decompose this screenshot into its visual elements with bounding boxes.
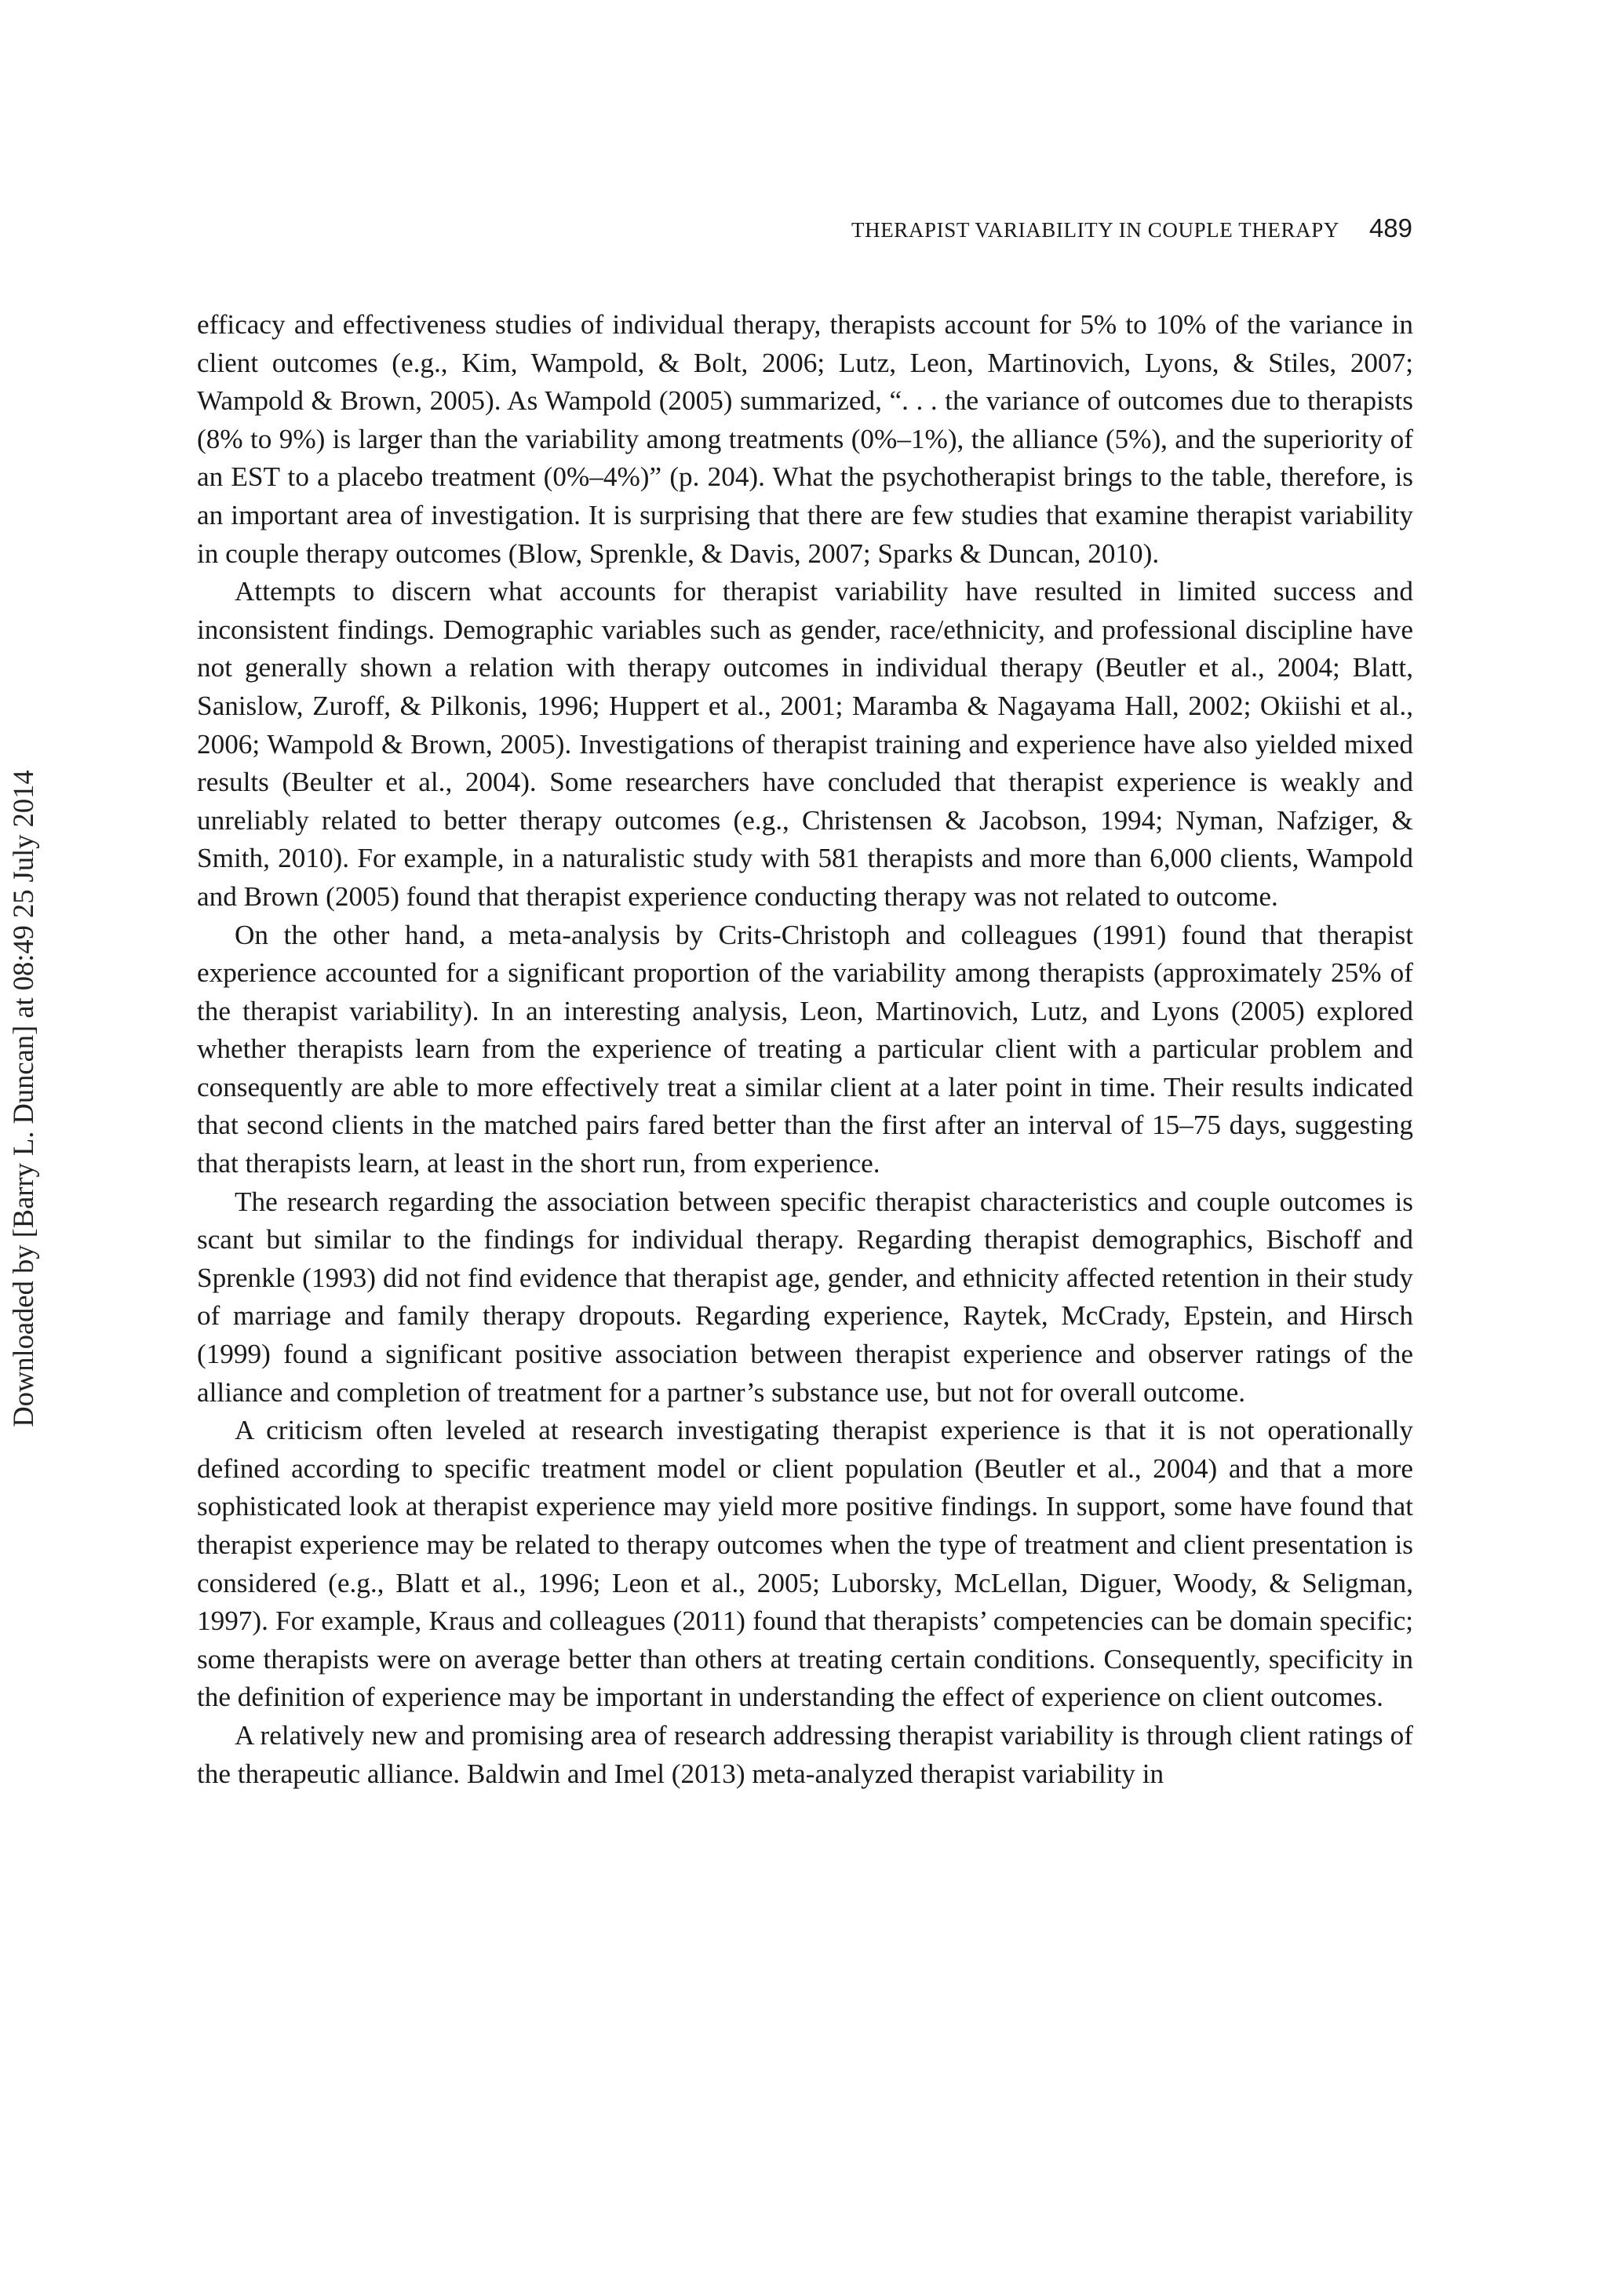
running-head	[745, 213, 1412, 245]
page-number: 489	[1368, 213, 1412, 242]
paragraph-6: A relatively new and promising area of research addressing therapist variability is through client ratings of the therapeutic alliance. Baldwin and Imel (2013) meta-analyzed therapist variability in	[197, 1719, 1413, 1789]
paragraph-4: The research regarding the association between specific therapist characteristics and couple outcomes is scant but similar to the findings for individual therapy. Regarding therapist demographics, Bischoff and Sprenkle (1993) did not find evidence that therapist age, gender, and ethnicity affected retention in their study of marriage and family therapy dropouts. Regarding experience, Raytek, McCrady, Epstein, and Hirsch (1999) found a significant positive association between therapist experience and observer ratings of the alliance and completion of treatment for a partner’s substance use, but not for overall outcome.	[197, 1186, 1413, 1408]
paragraph-1: efficacy and effectiveness studies of individual therapy, therapists account for 5% to 10% of the variance in client outcomes (e.g., Kim, Wampold, & Bolt, 2006; Lutz, Leon, Martinovich, Lyons, & Stiles, 2007; Wampold & Brown, 2005). As Wampold (2005) summarized, “. . . the variance of outcomes due to therapists (8% to 9%) is larger than the variability among treatments (0%–1%), the alliance (5%), and the superiority of an EST to a placebo treatment (0%–4%)” (p. 204). What the psychotherapist brings to the table, therefore, is an important area of investigation. It is surprising that there are few studies that examine therapist variability in couple therapy outcomes (Blow, Sprenkle, & Davis, 2007; Sparks & Duncan, 2010).	[197, 309, 1413, 569]
paragraph-3: On the other hand, a meta-analysis by Crits-Christoph and colleagues (1991) found that therapist experience accounted for a significant proportion of the variability among therapists (approximately 25% of the therapist variability). In an interesting analysis, Leon, Martinovich, Lutz, and Lyons (2005) explored whether therapists learn from the experience of treating a particular client with a particular problem and consequently are able to more effectively treat a similar client at a later point in time. Their results indicated that second clients in the matched pairs fared better than the first after an interval of 15–75 days, suggesting that therapists learn, at least in the short run, from experience.	[197, 919, 1413, 1179]
paragraph-5: A criticism often leveled at research investigating therapist experience is that it is not operationally defined according to specific treatment model or client population (Beutler et al., 2004) and that a more sophisticated look at therapist experience may yield more positive findings. In support, some have found that therapist experience may be related to therapy outcomes when the type of treatment and client presentation is considered (e.g., Blatt et al., 1996; Leon et al., 2005; Luborsky, McLellan, Diguer, Woody, & Seligman, 1997). For example, Kraus and colleagues (2011) found that therapists’ competencies can be domain specific; some therapists were on average better than others at treating certain conditions. Consequently, specificity in the definition of experience may be important in understanding the effect of experience on client outcomes.	[197, 1415, 1413, 1713]
running-title: THERAPIST VARIABILITY IN COUPLE THERAPY	[851, 218, 1339, 242]
article-body	[197, 306, 1413, 1793]
paragraph-2: Attempts to discern what accounts for therapist variability have resulted in limited success and inconsistent findings. Demographic variables such as gender, race/ethnicity, and professional discipline have not generally shown a relation with therapy outcomes in individual therapy (Beutler et al., 2004; Blatt, Sanislow, Zuroff, & Pilkonis, 1996; Huppert et al., 2001; Maramba & Nagayama Hall, 2002; Okiishi et al., 2006; Wampold & Brown, 2005). Investigations of therapist training and experience have also yielded mixed results (Beulter et al., 2004). Some researchers have concluded that therapist experience is weakly and unreliably related to better therapy outcomes (e.g., Christensen & Jacobson, 1994; Nyman, Nafziger, & Smith, 2010). For example, in a naturalistic study with 581 therapists and more than 6,000 clients, Wampold and Brown (2005) found that therapist experience conducting therapy was not related to outcome.	[197, 576, 1413, 912]
download-watermark: Downloaded by [Barry L. Duncan] at 08:49 25 July 2014	[7, 770, 39, 1427]
